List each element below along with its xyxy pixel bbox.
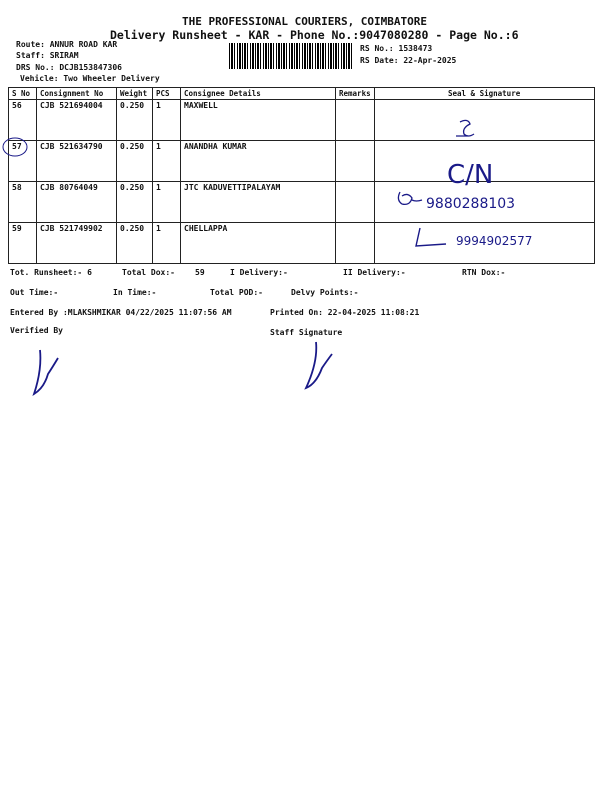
rs-date: RS Date: 22-Apr-2025 [360, 56, 457, 65]
pcs-cell: 1 [153, 100, 181, 141]
signature-scribble-icon [416, 228, 446, 246]
column-header: S No [9, 88, 37, 100]
consignment-cell: CJB 521694004 [37, 100, 117, 141]
row59-phone: 9994902577 [456, 234, 533, 248]
column-header: Seal & Signature [374, 88, 594, 100]
weight-cell: 0.250 [117, 141, 153, 182]
total-pod: Total POD:- [210, 288, 263, 297]
delvy-points: Delvy Points:- [291, 288, 359, 297]
runsheet-subtitle: Delivery Runsheet - KAR - Phone No.:9047080280 - Page No.:6 [110, 28, 519, 42]
weight-cell: 0.250 [117, 182, 153, 223]
out-time: Out Time:- [10, 288, 59, 297]
company-name: THE PROFESSIONAL COURIERS, COIMBATORE [182, 15, 428, 28]
rs-number: RS No.: 1538473 [360, 44, 433, 53]
sno-cell: 58 [9, 182, 37, 223]
consignment-cell: CJB 521749902 [37, 223, 117, 264]
column-header: Consignment No [37, 88, 117, 100]
row58-phone: 9880288103 [426, 196, 516, 212]
weight-cell: 0.250 [117, 100, 153, 141]
column-header: Consignee Details [181, 88, 336, 100]
route-text: Route: ANNUR ROAD KAR [16, 40, 118, 49]
verifier-signature-icon [34, 350, 58, 394]
staff-text: Staff: SRIRAM [16, 51, 79, 60]
consignment-cell: CJB 80764049 [37, 182, 117, 223]
total-dox-value: 59 [195, 268, 205, 277]
circle-mark-icon [3, 138, 27, 156]
in-time: In Time:- [113, 288, 157, 297]
weight-cell: 0.250 [117, 223, 153, 264]
consignee-cell: ANANDHA KUMAR [181, 141, 336, 182]
signature-scribble-icon [456, 120, 474, 136]
ii-delivery: II Delivery:- [343, 268, 406, 277]
i-delivery: I Delivery:- [230, 268, 288, 277]
tot-runsheet: Tot. Runsheet:- 6 [10, 268, 92, 277]
row57-mark: C/N [447, 160, 494, 190]
consignee-cell: JTC KADUVETTIPALAYAM [181, 182, 336, 223]
drs-number: DRS No.: DCJB153847306 [16, 63, 122, 72]
column-header: PCS [153, 88, 181, 100]
pcs-cell: 1 [153, 141, 181, 182]
sno-cell: 56 [9, 100, 37, 141]
consignment-cell: CJB 521634790 [37, 141, 117, 182]
column-header: Weight [117, 88, 153, 100]
entered-by: Entered By :MLAKSHMIKAR 04/22/2025 11:07:56 AM [10, 308, 232, 317]
sno-cell: 59 [9, 223, 37, 264]
staff-signature-label: Staff Signature [270, 328, 343, 337]
total-dox-label: Total Dox:- [122, 268, 175, 277]
rtn-dox: RTN Dox:- [462, 268, 506, 277]
consignee-cell: CHELLAPPA [181, 223, 336, 264]
staff-signature-icon [306, 342, 332, 388]
printed-on: Printed On: 22-04-2025 11:08:21 [270, 308, 420, 317]
consignee-cell: MAXWELL [181, 100, 336, 141]
column-header: Remarks [336, 88, 375, 100]
signature-scribble-icon [398, 192, 422, 204]
pcs-cell: 1 [153, 182, 181, 223]
verified-by-label: Verified By [10, 326, 63, 335]
pcs-cell: 1 [153, 223, 181, 264]
vehicle-text: Vehicle: Two Wheeler Delivery [20, 74, 160, 83]
sno-cell: 57 [9, 141, 37, 182]
